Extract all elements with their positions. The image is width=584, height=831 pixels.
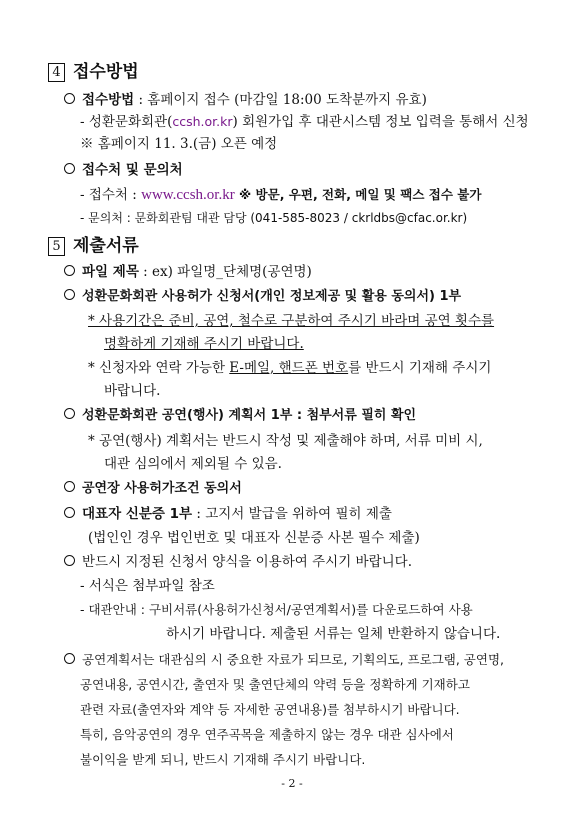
- circle-bullet-icon: [64, 408, 75, 419]
- application-note-2-line-1: [88, 358, 491, 378]
- circle-bullet-icon: [64, 163, 75, 174]
- consent-title: 공연장 사용허가조건 동의서: [82, 481, 242, 496]
- application-note-2-post: 를 반드시 기재해 주시기: [348, 360, 492, 376]
- section-5-heading: [48, 234, 139, 258]
- plan-paragraph-line-3: 관련 자료(출연자와 계약 등 자세한 공연내용)를 첨부하시기 바랍니다.: [80, 702, 460, 717]
- circle-bullet-icon: [64, 507, 75, 518]
- id-note: (법인인 경우 법인번호 및 대표자 신분증 사본 필수 제출): [88, 530, 420, 546]
- application-title: 성환문화회관 사용허가 신청서(개인 정보제공 및 활용 동의서) 1부: [82, 289, 462, 304]
- file-title-line: [64, 262, 312, 282]
- page-number: - 2 -: [281, 777, 303, 790]
- application-note-2-line-2: 바랍니다.: [104, 383, 161, 399]
- form-line: [64, 552, 412, 572]
- reception-warning: ※ 방문, 우편, 전화, 메일 및 팩스 접수 불가: [234, 187, 482, 202]
- application-note-2-pre: * 신청자와 연락 가능한: [88, 360, 230, 376]
- id-label: 대표자 신분증 1부: [82, 506, 193, 522]
- section-title: 접수방법: [73, 62, 139, 82]
- method-text: : 홈페이지 접수 (마감일 18:00 도착분까지 유효): [134, 92, 427, 108]
- form-detail-2-line-1: - 대관안내 : 구비서류(사용허가신청서/공연계획서)를 다운로드하여 사용: [80, 602, 473, 617]
- method-label: 접수방법: [82, 92, 135, 108]
- circle-bullet-icon: [64, 555, 75, 566]
- plan-paragraph-line-5: 불이익을 받게 되니, 반드시 기재해 주시기 바랍니다.: [80, 752, 366, 767]
- method-detail-post: ) 회원가입 후 대관시스템 정보 입력을 통해서 신청: [232, 114, 529, 130]
- file-title-label: 파일 제목: [82, 264, 139, 280]
- application-note-1-line-2: 명확하게 기재해 주시기 바랍니다.: [104, 336, 304, 352]
- application-note-2-underlined: E-메일, 핸드폰 번호: [229, 360, 349, 376]
- plan-paragraph-line-2: 공연내용, 공연시간, 출연자 및 출연단체의 약력 등을 정확하게 기재하고: [80, 677, 470, 692]
- method-detail-pre: - 성환문화회관(: [80, 114, 173, 130]
- section-number-box: 5: [48, 237, 65, 256]
- reception-link[interactable]: www.ccsh.or.kr: [141, 187, 235, 203]
- ccsh-link[interactable]: ccsh.or.kr: [172, 114, 233, 129]
- circle-bullet-icon: [64, 265, 75, 276]
- circle-bullet-icon: [64, 93, 75, 104]
- circle-bullet-icon: [64, 289, 75, 300]
- method-line: [64, 90, 427, 110]
- application-line: [64, 287, 461, 307]
- form-detail-1: - 서식은 첨부파일 참조: [80, 578, 215, 594]
- consent-line: [64, 479, 242, 499]
- id-text: : 고지서 발급을 위하여 필히 제출: [192, 506, 392, 522]
- circle-bullet-icon: [64, 481, 75, 492]
- application-note-1-line-1: * 사용기간은 준비, 공연, 철수로 구분하여 주시기 바라며 공연 횟수를: [88, 313, 495, 329]
- plan-paragraph-1: 공연계획서는 대관심의 시 중요한 자료가 되므로, 기획의도, 프로그램, 공연명,: [82, 652, 505, 667]
- circle-bullet-icon: [64, 653, 75, 664]
- section-4-heading: [48, 60, 139, 84]
- contact-title: 접수처 및 문의처: [82, 162, 183, 178]
- reception-line: [80, 185, 481, 205]
- id-line: [64, 504, 392, 524]
- section-title: 제출서류: [73, 236, 139, 256]
- plan-note-line-1: * 공연(행사) 계획서는 반드시 작성 및 제출해야 하며, 서류 미비 시,: [88, 433, 483, 449]
- form-detail-2-line-2: 하시기 바랍니다. 제출된 서류는 일체 반환하지 않습니다.: [166, 626, 501, 642]
- section-number-box: 4: [48, 63, 65, 82]
- file-title-text: : ex) 파일명_단체명(공연명): [138, 264, 312, 280]
- reception-label: - 접수처 :: [80, 187, 142, 203]
- open-note: ※ 홈페이지 11. 3.(금) 오픈 예정: [80, 136, 278, 152]
- inquiry-line: - 문의처 : 문화회관팀 대관 담당 (041-585-8023 / ckrldbs@cfac.or.kr): [80, 211, 468, 225]
- plan-note-line-2: 대관 심의에서 제외될 수 있음.: [104, 456, 282, 472]
- method-detail-line: [80, 112, 529, 132]
- contact-line: [64, 160, 183, 180]
- plan-paragraph-line-4: 특히, 음악공연의 경우 연주곡목을 제출하지 않는 경우 대관 심사에서: [80, 727, 454, 742]
- plan-line: [64, 406, 416, 426]
- form-text: 반드시 지정된 신청서 양식을 이용하여 주시기 바랍니다.: [82, 554, 412, 570]
- plan-title: 성환문화회관 공연(행사) 계획서 1부 : 첨부서류 필히 확인: [82, 408, 417, 423]
- plan-paragraph-line-1: [64, 650, 504, 670]
